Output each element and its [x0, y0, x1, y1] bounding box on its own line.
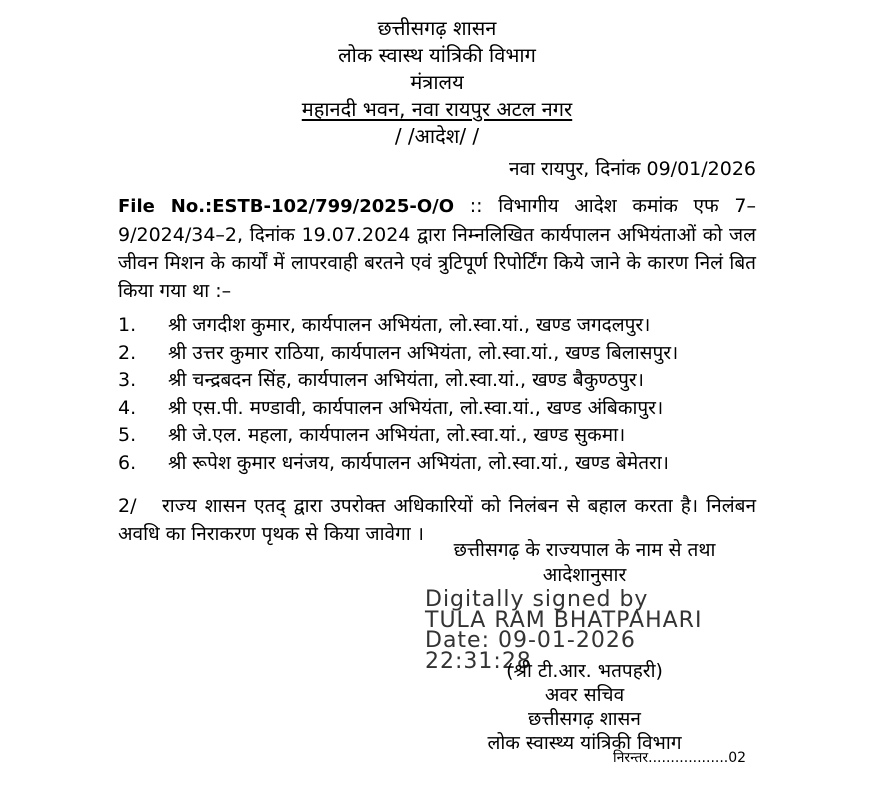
officer-number: 6.: [118, 451, 137, 474]
file-number: File No.:ESTB-102/799/2025-O/O: [118, 196, 454, 217]
on-behalf-line: छत्तीसगढ़ के राज्यपाल के नाम से तथा: [453, 539, 716, 561]
digital-signature-line: 22:31:28: [425, 648, 532, 674]
officer-text: श्री जगदीश कुमार, कार्यपालन अभियंता, लो.स्वा.यां., खण्ड जगदलपुर।: [168, 314, 651, 336]
place-date-line: नवा रायपुर, दिनांक 09/01/2026: [508, 158, 756, 180]
list-item: [118, 312, 756, 340]
digital-signature-line: Date: 09-01-2026: [425, 628, 636, 653]
opening-paragraph: [118, 192, 756, 305]
signatory-name: (श्री टी.आर. भतपहरी): [506, 660, 663, 682]
officer-text: श्री रूपेश कुमार धनंजय, कार्यपालन अभियंता, लो.स्वा.यां., खण्ड बेमेतरा।: [168, 451, 669, 474]
letterhead: [118, 0, 756, 150]
signature-block: [412, 538, 757, 755]
restoration-paragraph-text: राज्य शासन एतद् द्वारा उपरोक्त अधिकारियों को निलंबन से बहाल करता है। निलंबन अवधि का निराकरण पृथक से किया जावेगा ।: [118, 495, 756, 545]
by-order-line: आदेशानुसार: [542, 564, 627, 586]
digital-signature-line: TULA RAM BHATPAHARI: [425, 607, 703, 633]
digital-signature-line: Digitally signed by: [425, 587, 649, 612]
officer-number: 3.: [118, 369, 137, 391]
officer-text: श्री उत्तर कुमार राठिया, कार्यपालन अभियंता, लो.स्वा.यां., खण्ड बिलासपुर।: [168, 341, 679, 364]
department-name: लोक स्वास्थ यांत्रिकी विभाग: [338, 43, 536, 67]
officer-text: श्री एस.पी. मण्डावी, कार्यपालन अभियंता, लो.स्वा.यां., खण्ड अंबिकापुर।: [168, 396, 664, 419]
officer-number: 5.: [118, 424, 137, 446]
list-item: [118, 367, 756, 395]
document-body: [118, 0, 756, 548]
file-number-separator: ::: [454, 195, 499, 217]
signatory-department: लोक स्वास्थ्य यांत्रिकी विभाग: [487, 732, 682, 754]
opening-paragraph-text: विभागीय आदेश कमांक एफ 7–9/2024/34–2, दिनांक 19.07.2024 द्वारा निम्नलिखित कार्यपालन अभियंताओं को जल जीवन मिशन के कार्यों में लापरवाही बरतने एवं त्रुटिपूर्ण रिपोर्टिंग किये जाने के कारण निलं बित किया गया था :–: [118, 195, 756, 302]
signatory-government: छत्तीसगढ़ शासन: [528, 708, 641, 730]
officer-number: 2.: [118, 341, 137, 364]
officer-text: श्री जे.एल. महला, कार्यपालन अभियंता, लो.स्वा.यां., खण्ड सुकमा।: [168, 424, 626, 446]
officer-list: [118, 312, 756, 477]
government-name: छत्तीसगढ़ शासन: [377, 16, 497, 40]
ministry-name: मंत्रालय: [410, 70, 464, 94]
continuation-footer: निरन्तर..................02: [613, 750, 747, 766]
list-item: [118, 450, 756, 478]
paragraph-number: 2/: [118, 495, 137, 517]
officer-number: 1.: [118, 314, 137, 336]
address-line: [118, 96, 756, 123]
list-item: [118, 422, 756, 450]
order-heading: / /आदेश/ /: [394, 124, 480, 148]
officer-text: श्री चन्द्रबदन सिंह, कार्यपालन अभियंता, लो.स्वा.यां., खण्ड बैकुण्ठपुर।: [168, 369, 644, 391]
officer-number: 4.: [118, 396, 137, 419]
signatory-designation: अवर सचिव: [544, 684, 625, 706]
list-item: [118, 395, 756, 423]
list-item: [118, 340, 756, 368]
address-text: महानदी भवन, नवा रायपुर अटल नगर: [301, 97, 573, 121]
